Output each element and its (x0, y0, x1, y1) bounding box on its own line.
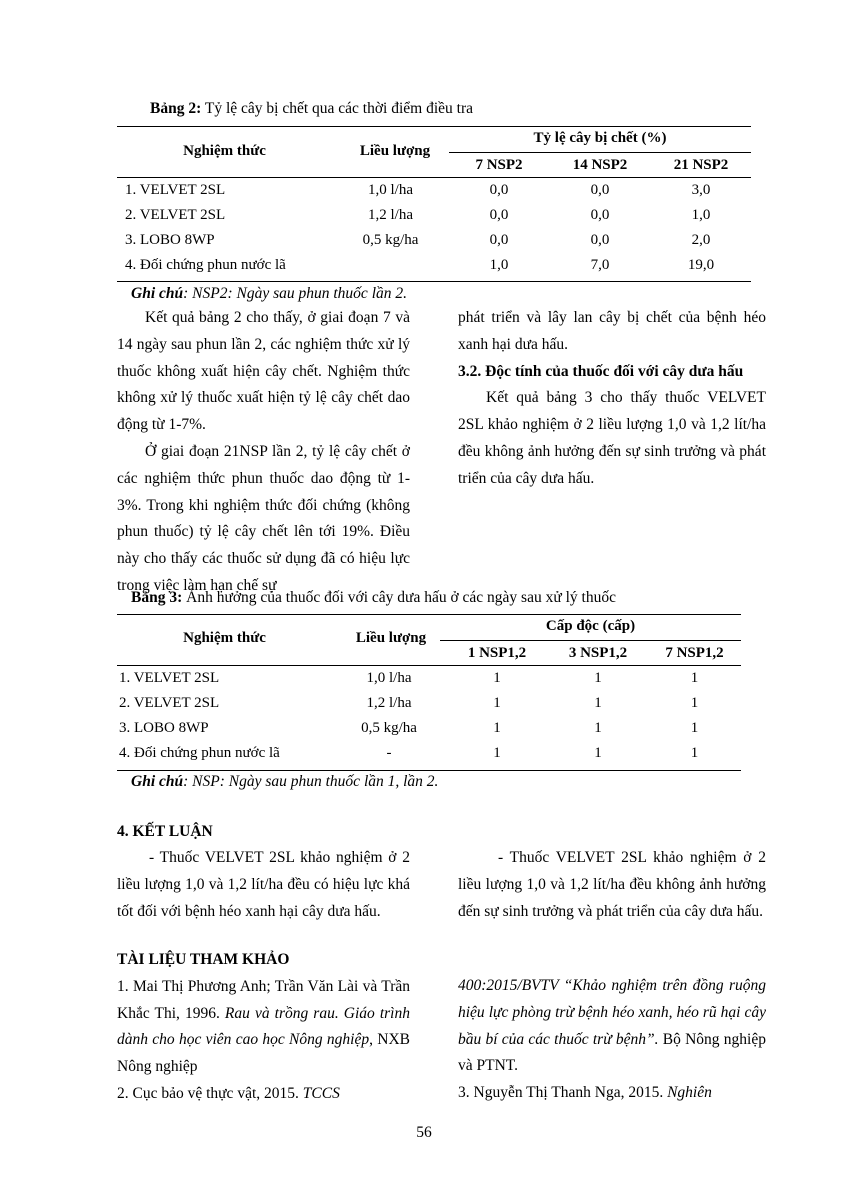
table-row (117, 691, 741, 716)
table2-value-cell: 0,0 (489, 182, 509, 198)
table3-dose-cell: - (386, 745, 392, 761)
table3-treatment-cell: 4. Đối chứng phun nước lã (119, 745, 280, 761)
table3-value-cell: 1 (594, 745, 602, 761)
table2-value-cell: 0,0 (590, 182, 610, 198)
table2-treatment-cell: 2. VELVET 2SL (125, 207, 226, 223)
reference-2-authors: 2. Cục bảo vệ thực vật, 2015. (117, 1084, 303, 1102)
table2-note-text: : NSP2: Ngày sau phun thuốc lần 2. (183, 285, 407, 302)
conclusion-right (458, 845, 766, 925)
table2-header-group: Tỷ lệ cây bị chết (%) (533, 130, 667, 146)
table3-col-header: 1 NSP1,2 (467, 645, 527, 661)
table-row (117, 741, 741, 766)
table3-bottom-rule (117, 770, 741, 771)
table-row (117, 203, 751, 228)
table3 (117, 641, 741, 766)
table3-caption-label: Bảng 3: (131, 589, 183, 606)
references-left (117, 947, 410, 1108)
table2-value-cell: 1,0 (691, 207, 711, 223)
reference-3-title: Nghiên (667, 1084, 712, 1102)
table3-value-cell: 1 (594, 695, 602, 711)
table2-caption (150, 100, 473, 118)
table2-col-header: 7 NSP2 (475, 157, 523, 173)
table3-treatment-cell: 1. VELVET 2SL (119, 670, 220, 686)
table2-value-cell: 19,0 (687, 257, 715, 273)
references-heading: TÀI LIỆU THAM KHẢO (117, 951, 290, 968)
table3-value-cell: 1 (493, 670, 501, 686)
table2-note-label: Ghi chú (131, 285, 184, 302)
table2-col-header: 21 NSP2 (673, 157, 729, 173)
table2-top-rule (117, 126, 751, 127)
table2-subheader-row (117, 153, 751, 178)
reference-2-cont (458, 973, 766, 1080)
conclusion-heading: 4. KẾT LUẬN (117, 823, 213, 840)
table2-value-cell: 0,0 (489, 207, 509, 223)
conclusion-left-text: - Thuốc VELVET 2SL khảo nghiệm ở 2 liều lượng 1,0 và 1,2 lít/ha đều có hiệu lực khá tốt đối với bệnh héo xanh hại cây dưa hấu. (117, 849, 410, 920)
table2-value-cell: 2,0 (691, 232, 711, 248)
table2-col-header: 14 NSP2 (572, 157, 628, 173)
table2-caption-text: Tỷ lệ cây bị chết qua các thời điểm điều tra (201, 100, 473, 117)
table3-header-dose: Liều lượng (355, 630, 427, 646)
body-paragraph: Kết quả bảng 3 cho thấy thuốc VELVET 2SL khảo nghiệm ở 2 liều lượng 1,0 và 1,2 lít/ha đều không ảnh hưởng đến sự sinh trưởng và phát triển của cây dưa hấu. (458, 389, 766, 487)
table-row (117, 228, 751, 253)
table3-caption (131, 589, 616, 607)
table-row (117, 666, 741, 691)
table2-dose-cell: 1,2 l/ha (368, 207, 413, 223)
page-number: 56 (416, 1124, 432, 1141)
conclusion-left (117, 845, 410, 925)
table-row (117, 253, 751, 278)
section-heading: 3.2. Độc tính của thuốc đối với cây dưa hấu (458, 362, 744, 380)
reference-3 (458, 1080, 766, 1107)
table2-treatment-cell: 4. Đối chứng phun nước lã (125, 257, 286, 273)
table3-value-cell: 1 (690, 720, 699, 736)
table-row (117, 178, 751, 203)
reference-1 (117, 974, 410, 1081)
body-paragraph: Ở giai đoạn 21NSP lần 2, tỷ lệ cây chết ở các nghiệm thức phun thuốc dao động từ 1-3%. Trong khi nghiệm thức đối chứng (không phun thuốc) tỷ lệ cây chết lên tới 19%. Điều này cho thấy các thuốc sử dụng đã có hiệu lực trong việc làm hạn chế sự (117, 442, 410, 594)
table3-value-cell: 1 (594, 720, 602, 736)
table2-value-cell: 0,0 (590, 232, 610, 248)
table3-dose-cell: 0,5 kg/ha (361, 720, 417, 736)
table2-value-cell: 1,0 (489, 257, 509, 273)
table3-value-cell: 1 (493, 695, 501, 711)
table3-note-label: Ghi chú (131, 773, 184, 790)
table3-col-header: 3 NSP1,2 (568, 645, 628, 661)
table2-value-cell: 0,0 (489, 232, 509, 248)
table3-top-rule (117, 614, 741, 615)
table3-subheader-row (117, 641, 741, 666)
table2-caption-label: Bảng 2: (150, 100, 202, 117)
reference-1-title: Rau và trồng rau. Giáo trình dành cho học viên cao học Nông nghiệp (117, 1004, 410, 1049)
references-right (458, 973, 766, 1107)
table2-treatment-cell: 1. VELVET 2SL (125, 182, 226, 198)
reference-2-start (117, 1081, 410, 1108)
table2-value-cell: 7,0 (590, 257, 610, 273)
table3-note-text: : NSP: Ngày sau phun thuốc lần 1, lần 2. (183, 773, 439, 790)
table2-treatment-cell: 3. LOBO 8WP (125, 232, 215, 248)
table3-dose-cell: 1,0 l/ha (366, 670, 412, 686)
table-row (117, 716, 741, 741)
conclusion-right-text: - Thuốc VELVET 2SL khảo nghiệm ở 2 liều lượng 1,0 và 1,2 lít/ha đều không ảnh hưởng đến sự sinh trưởng và phát triển của cây dưa hấu. (458, 849, 766, 920)
table3-col-header: 7 NSP1,2 (665, 645, 724, 661)
table3-treatment-cell: 2. VELVET 2SL (119, 695, 220, 711)
table2-value-cell: 0,0 (590, 207, 610, 223)
table3-value-cell: 1 (493, 720, 501, 736)
table3-value-cell: 1 (594, 670, 602, 686)
table2-value-cell: 3,0 (691, 182, 711, 198)
reference-1-authors: 1. Mai Thị Phương Anh; Trần Văn Lài và Trần Khắc Thi, 1996. (117, 977, 410, 1022)
table2-header-treatment: Nghiệm thức (183, 143, 266, 159)
table2-dose-cell (332, 253, 449, 278)
table3-dose-cell: 1,2 l/ha (366, 695, 412, 711)
reference-2-publisher: Bộ Nông nghiệp và PTNT. (458, 1030, 766, 1075)
table2 (117, 153, 751, 278)
reference-2-title: 400:2015/BVTV “Khảo nghiệm trên đồng ruộng hiệu lực phòng trừ bệnh héo xanh, héo rũ hại cây bầu bí của các thuốc trừ bệnh”. (458, 977, 766, 1048)
reference-3-authors: 3. Nguyễn Thị Thanh Nga, 2015. (458, 1084, 668, 1102)
body-paragraph: Kết quả bảng 2 cho thấy, ở giai đoạn 7 và 14 ngày sau phun lần 2, các nghiệm thức xử lý thuốc không xuất hiện cây chết. Nghiệm thức không xử lý thuốc xuất hiện tỷ lệ cây chết dao động từ 1-7%. (117, 309, 410, 434)
table3-caption-text: Ảnh hưởng của thuốc đối với cây dưa hấu ở các ngày sau xử lý thuốc (182, 589, 616, 606)
table2-bottom-rule (117, 281, 751, 282)
table3-value-cell: 1 (690, 745, 699, 761)
table3-note (131, 773, 438, 791)
left-column-1 (117, 305, 410, 600)
table3-treatment-cell: 3. LOBO 8WP (119, 720, 209, 736)
table2-dose-cell: 1,0 l/ha (368, 182, 413, 198)
table2-note (131, 285, 407, 303)
body-paragraph: phát triển và lây lan cây bị chết của bệnh héo xanh hại dưa hấu. (458, 309, 766, 353)
reference-1-publisher: , NXB Nông nghiệp (117, 1031, 410, 1076)
table3-value-cell: 1 (690, 695, 699, 711)
table3-value-cell: 1 (493, 745, 501, 761)
table3-value-cell: 1 (690, 670, 699, 686)
table3-header-treatment: Nghiệm thức (183, 630, 266, 646)
reference-2-code: TCCS (302, 1084, 340, 1102)
table2-dose-cell: 0,5 kg/ha (362, 232, 419, 248)
right-column-1 (458, 305, 766, 493)
table2-header-dose: Liều lượng (359, 143, 431, 159)
table3-header-group: Cấp độc (cấp) (545, 618, 636, 634)
